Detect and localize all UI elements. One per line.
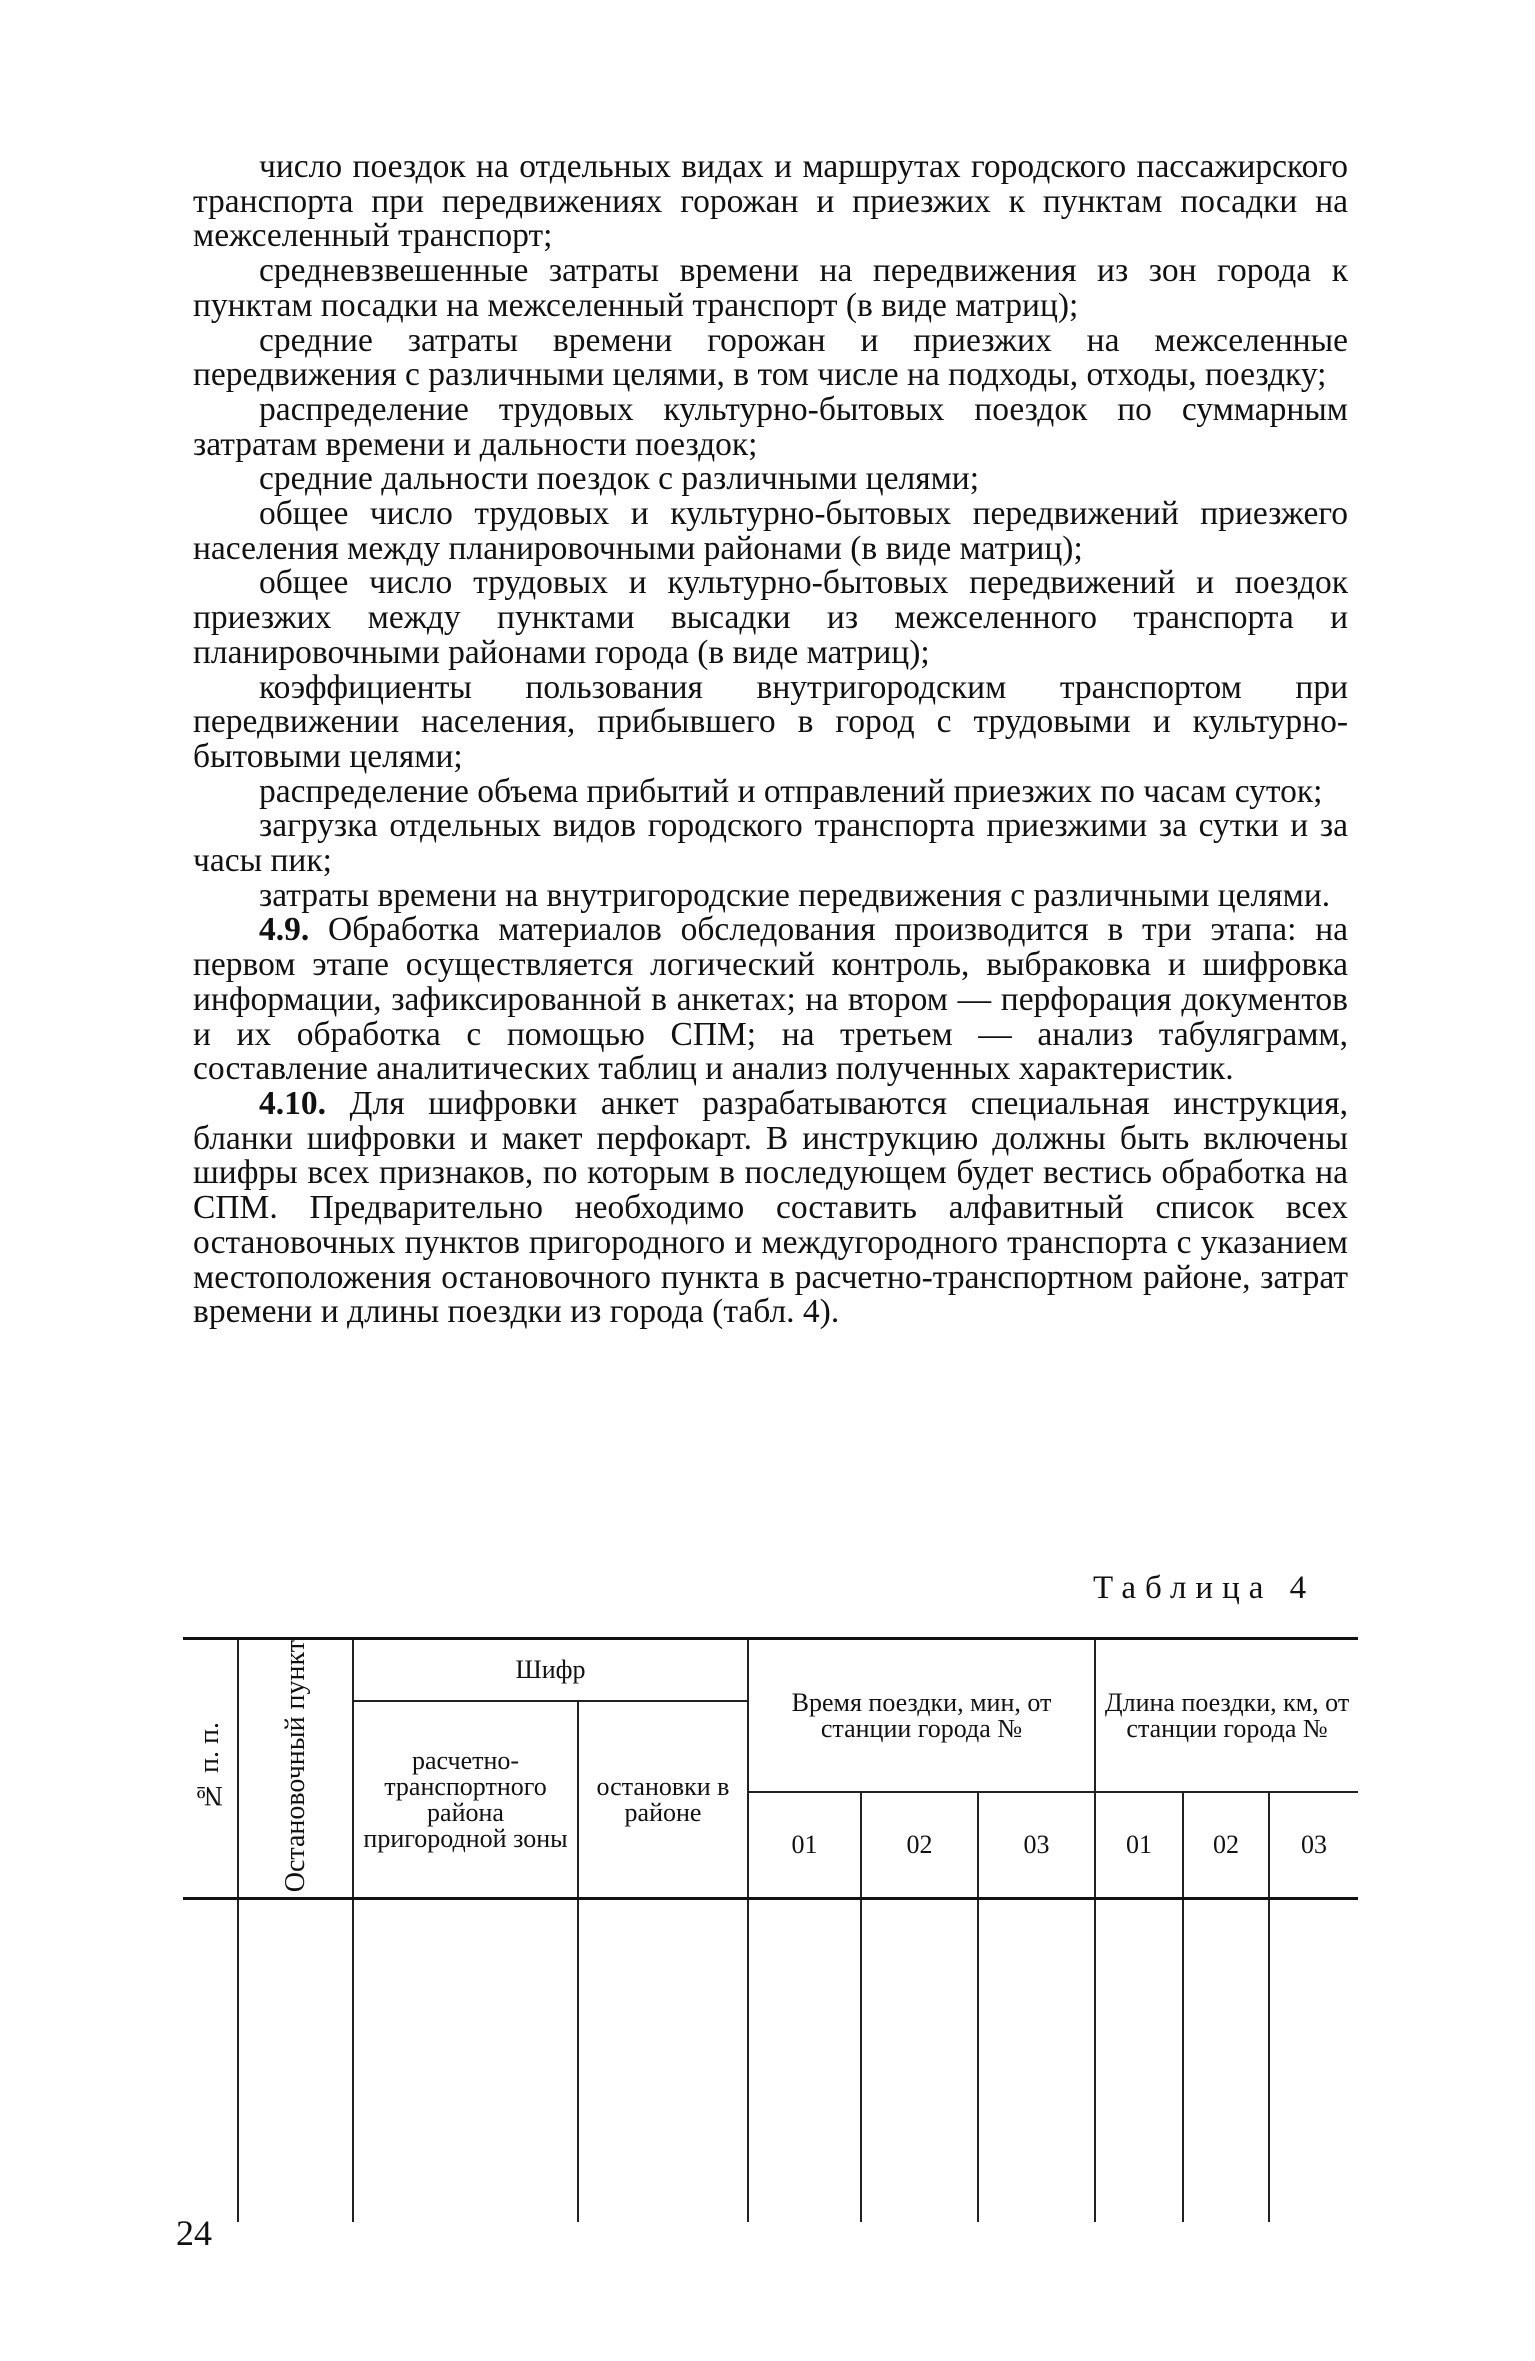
table-cell — [748, 1899, 861, 2223]
section-number: 4.10. — [259, 1084, 326, 1122]
table-cell — [353, 1899, 578, 2223]
paragraph: затраты времени на внутригородские передвижения с различными целями. — [259, 876, 1331, 914]
table-title: Таблица 4 — [1093, 1570, 1316, 1606]
section-text: Для шифровки анкет разрабатываются специальная инструкция, бланки шифровки и макет перфокарт. В инструкцию должны быть включены шифры всех признаков, по которым в последующем будет вестись обработка на СПМ. Предварительно необходимо составить алфавитный список всех остановочных пунктов пригородного и междугородного транспорта с указанием местоположения остановочного пункта в расчетно-транспортном районе, затрат времени и длины поездки из города (табл. 4). — [193, 1084, 1348, 1331]
column-group-length: Длина поездки, км, от станции города № — [1095, 1639, 1358, 1793]
time-col-03: 03 — [978, 1792, 1095, 1899]
table-cell — [1269, 1899, 1358, 2223]
table-cell — [578, 1899, 748, 2223]
column-header-stop: Остановочный пункт — [238, 1639, 353, 1899]
table-cell — [978, 1899, 1095, 2223]
length-col-02: 02 — [1183, 1792, 1269, 1899]
section-number: 4.9. — [259, 911, 310, 949]
table-cell — [238, 1899, 353, 2223]
column-header-stops-in-district: остановки в районе — [578, 1701, 748, 1899]
paragraph: коэффициенты пользования внутригородским транспортом при передвижении населения, прибывшего в город с трудовыми и культурно-бытовыми целями; — [193, 668, 1348, 775]
section-4-9 — [193, 913, 1348, 1087]
body-text — [193, 150, 1348, 1330]
column-group-time: Время поездки, мин, от станции города № — [748, 1639, 1095, 1793]
data-table — [183, 1637, 1358, 2222]
paragraph: общее число трудовых и культурно-бытовых передвижений и поездок приезжих между пунктами высадки из межселенного транспорта и планировочными районами города (в виде матриц); — [193, 564, 1348, 671]
paragraph: средние затраты времени горожан и приезжих на межселенные передвижения с различными целями, в том числе на подходы, отходы, поездку; — [193, 321, 1348, 394]
table-cell — [183, 1899, 238, 2223]
paragraph: общее число трудовых и культурно-бытовых передвижений приезжего населения между планировочными районами (в виде матриц); — [193, 495, 1348, 567]
time-col-01: 01 — [748, 1792, 861, 1899]
paragraph: распределение объема прибытий и отправлений приезжих по часам суток; — [259, 772, 1323, 810]
section-4-10 — [193, 1084, 1348, 1331]
table-cell — [1183, 1899, 1269, 2223]
table-cell — [1095, 1899, 1183, 2223]
paragraph: число поездок на отдельных видах и маршрутах городского пассажирского транспорта при передвижениях горожан и приезжих к пунктам посадки на межселенный транспорт; — [193, 148, 1348, 255]
paragraph: средние дальности поездок с различными целями; — [259, 460, 980, 498]
table-cell — [861, 1899, 978, 2223]
paragraph: средневзвешенные затраты времени на передвижения из зон города к пунктам посадки на межселенный транспорт (в виде матриц); — [193, 252, 1348, 324]
column-group-code: Шифр — [353, 1639, 748, 1702]
column-header-district: расчетно-транспортного района пригородной зоны — [353, 1701, 578, 1899]
length-col-01: 01 — [1095, 1792, 1183, 1899]
table-row — [183, 1899, 1358, 2223]
section-text: Обработка материалов обследования производится в три этапа: на первом этапе осуществляется логический контроль, выбраковка и шифровка информации, зафиксированной в анкетах; на втором — перфорация документов и их обработка с помощью СПМ; на третьем — анализ табуляграмм, составление аналитических таблиц и анализ полученных характеристик. — [193, 911, 1349, 1088]
length-col-03: 03 — [1269, 1792, 1358, 1899]
paragraph: загрузка отдельных видов городского транспорта приезжими за сутки и за часы пик; — [193, 807, 1348, 880]
paragraph: распределение трудовых культурно-бытовых поездок по суммарным затратам времени и дальности поездок; — [193, 390, 1348, 463]
time-col-02: 02 — [861, 1792, 978, 1899]
page-number: 24 — [176, 2213, 212, 2253]
column-header-number: № п. п. — [183, 1639, 238, 1899]
